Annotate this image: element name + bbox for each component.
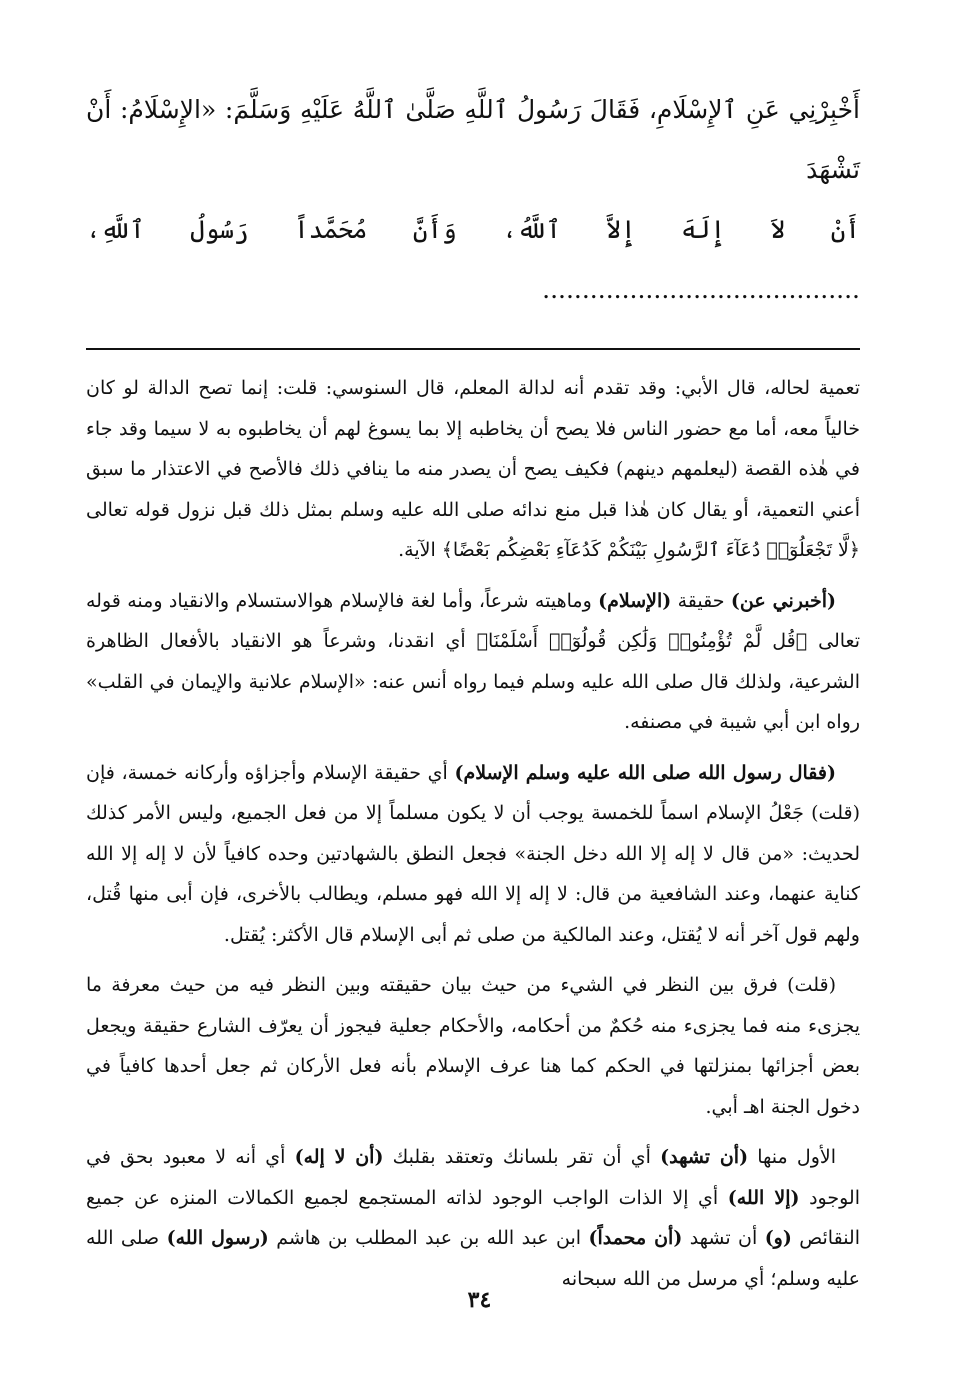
paragraph-text: أي إلا الذات الواجب الوجود لذاته المستجمع لجميع الكمالات المنزه عن جميع النقائص: [86, 1186, 861, 1249]
bold-phrase: (إلا الله): [727, 1186, 800, 1209]
bold-phrase: (أخبرني عن): [730, 589, 836, 612]
hadith-line-1: أَخْبِرْنِي عَنِ ٱلإِسْلَامِ، فَقَالَ رَسُولُ ٱللَّهِ صَلَّىٰ ٱللَّهُ عَلَيْهِ وَسَلَّمَ: «الإِسْلَامُ: أَنْ تَشْهَدَ: [86, 95, 860, 184]
bold-phrase: (أن محمداً): [588, 1227, 683, 1249]
paragraph-text: صلى الله عليه وسلم؛ أي مرسل من الله سبحانه: [86, 1227, 860, 1290]
paragraph-text: أي حقيقة الإسلام وأجزاؤه وأركانه خمسة، فإن (قلت) جَعْلُ الإسلام اسماً للخمسة يوجب أن لا يكون مسلماً إلا من فعل الجميع، وليس الأمر كذلك لحديث: «من قال لا إله إلا الله دخل الجنة» فجعل النطق بالشهادتين وحده كافياً لأن لا إله إلا الله كناية عنهما، وعند الشافعية من قال: لا إله إلا الله فهو مسلم، ويطالب بالأخرى، فإن أبى منها قُتل، ولهم قول آخر أنه لا يُقتل، وعند المالكية من صلى ثم أبى الإسلام قال الأكثر: يُقتل.: [86, 761, 860, 946]
page-number: ٣٤: [467, 1287, 492, 1313]
paragraph-text: وماهيته شرعاً، وأما لغة فالإسلام هوالاستسلام والانقياد ومنه قوله تعالى ﴿قُل لَّمْ تُؤْمِنُوا۟ وَلَٰكِن قُولُوٓا۟ أَسْلَمْنَا﴾ أي انقدنا، وشرعاً هو الانقياد بالأفعال الظاهرة الشرعية، ولذلك قال صلى الله عليه وسلم فيما رواه أنس عنه: «الإسلام علانية والإيمان في القلب» رواه ابن أبي شيبة في مصنفه.: [86, 589, 860, 733]
bold-phrase: (و): [764, 1227, 792, 1249]
commentary: [86, 368, 860, 1299]
bold-phrase: (رسول الله): [166, 1227, 269, 1249]
commentary-paragraph-2: [86, 581, 860, 743]
ellipsis-dots: ........................................: [542, 275, 860, 304]
bold-phrase: (فقال رسول الله صلى الله عليه وسلم الإسلام): [454, 761, 836, 784]
bold-phrase: (أن لا إله): [294, 1146, 384, 1168]
hadith-text: [86, 80, 860, 320]
paragraph-text: ابن عبد الله بن عبد المطلب بن هاشم: [268, 1227, 589, 1249]
footnote-divider: [86, 348, 860, 350]
book-page: [86, 80, 860, 1350]
commentary-paragraph-4: (قلت) فرق بين النظر في الشيء من حيث بيان حقيقته وبين النظر فيه من حيث معرفة ما يجزىء منه فما يجزىء منه حُكمٌ من أحكامه، والأحكام جعلية فيجوز أن يعرّف الشارع حقيقة ويجعل بعض أجزائها بمنزلتها في الحكم كما هنا عرف الإسلام بأنه فعل الأركان ثم جعل أحدها كافياً في دخول الجنة اهـ أبي.: [86, 974, 860, 1118]
bold-phrase: (أن تشهد): [660, 1146, 749, 1168]
paragraph-text: حقيقة: [671, 589, 731, 612]
paragraph-text: أي أنه لا معبود بحق في الوجود: [86, 1146, 860, 1209]
commentary-paragraph-3: [86, 753, 860, 956]
commentary-paragraph-5: [86, 1137, 860, 1299]
paragraph-text: أي أن تقر بلسانك وتعتقد بقلبك: [383, 1146, 661, 1168]
hadith-line-2: أَنْ لاَ إِلَهَ إِلاَّ ٱللَّهُ، وَأَنَّ مُحَمَّداً رَسُولُ ٱللَّهِ،: [86, 215, 860, 244]
bold-phrase: (الإسلام): [598, 589, 672, 612]
commentary-paragraph-1: تعمية لحاله، قال الأبي: وقد تقدم أنه لدالة المعلم، قال السنوسي: قلت: إنما تصح الدالة لو كان خالياً معه، أما مع حضور الناس فلا يصح أن يخاطبه إلا بما يسوغ لهم أن يخاطبوه به لا سيما وقد جاء في هٰذه القصة (ليعلمهم دينهم) فكيف يصح أن يصدر منه ما ينافي ذلك فالأصح في الاعتذار ما سبق أعني التعمية، أو يقال كان هٰذا قبل منع ندائه صلى الله عليه وسلم بمثل ذلك قبل نزول قوله تعالى ﴿لَّا تَجْعَلُوٓا۟ دُعَآءَ ٱلرَّسُولِ بَيْنَكُمْ كَدُعَآءِ بَعْضِكُم بَعْضًا﴾ الآية.: [86, 377, 860, 561]
paragraph-text: الأول منها: [748, 1146, 837, 1168]
paragraph-text: أن تشهد: [682, 1227, 765, 1249]
